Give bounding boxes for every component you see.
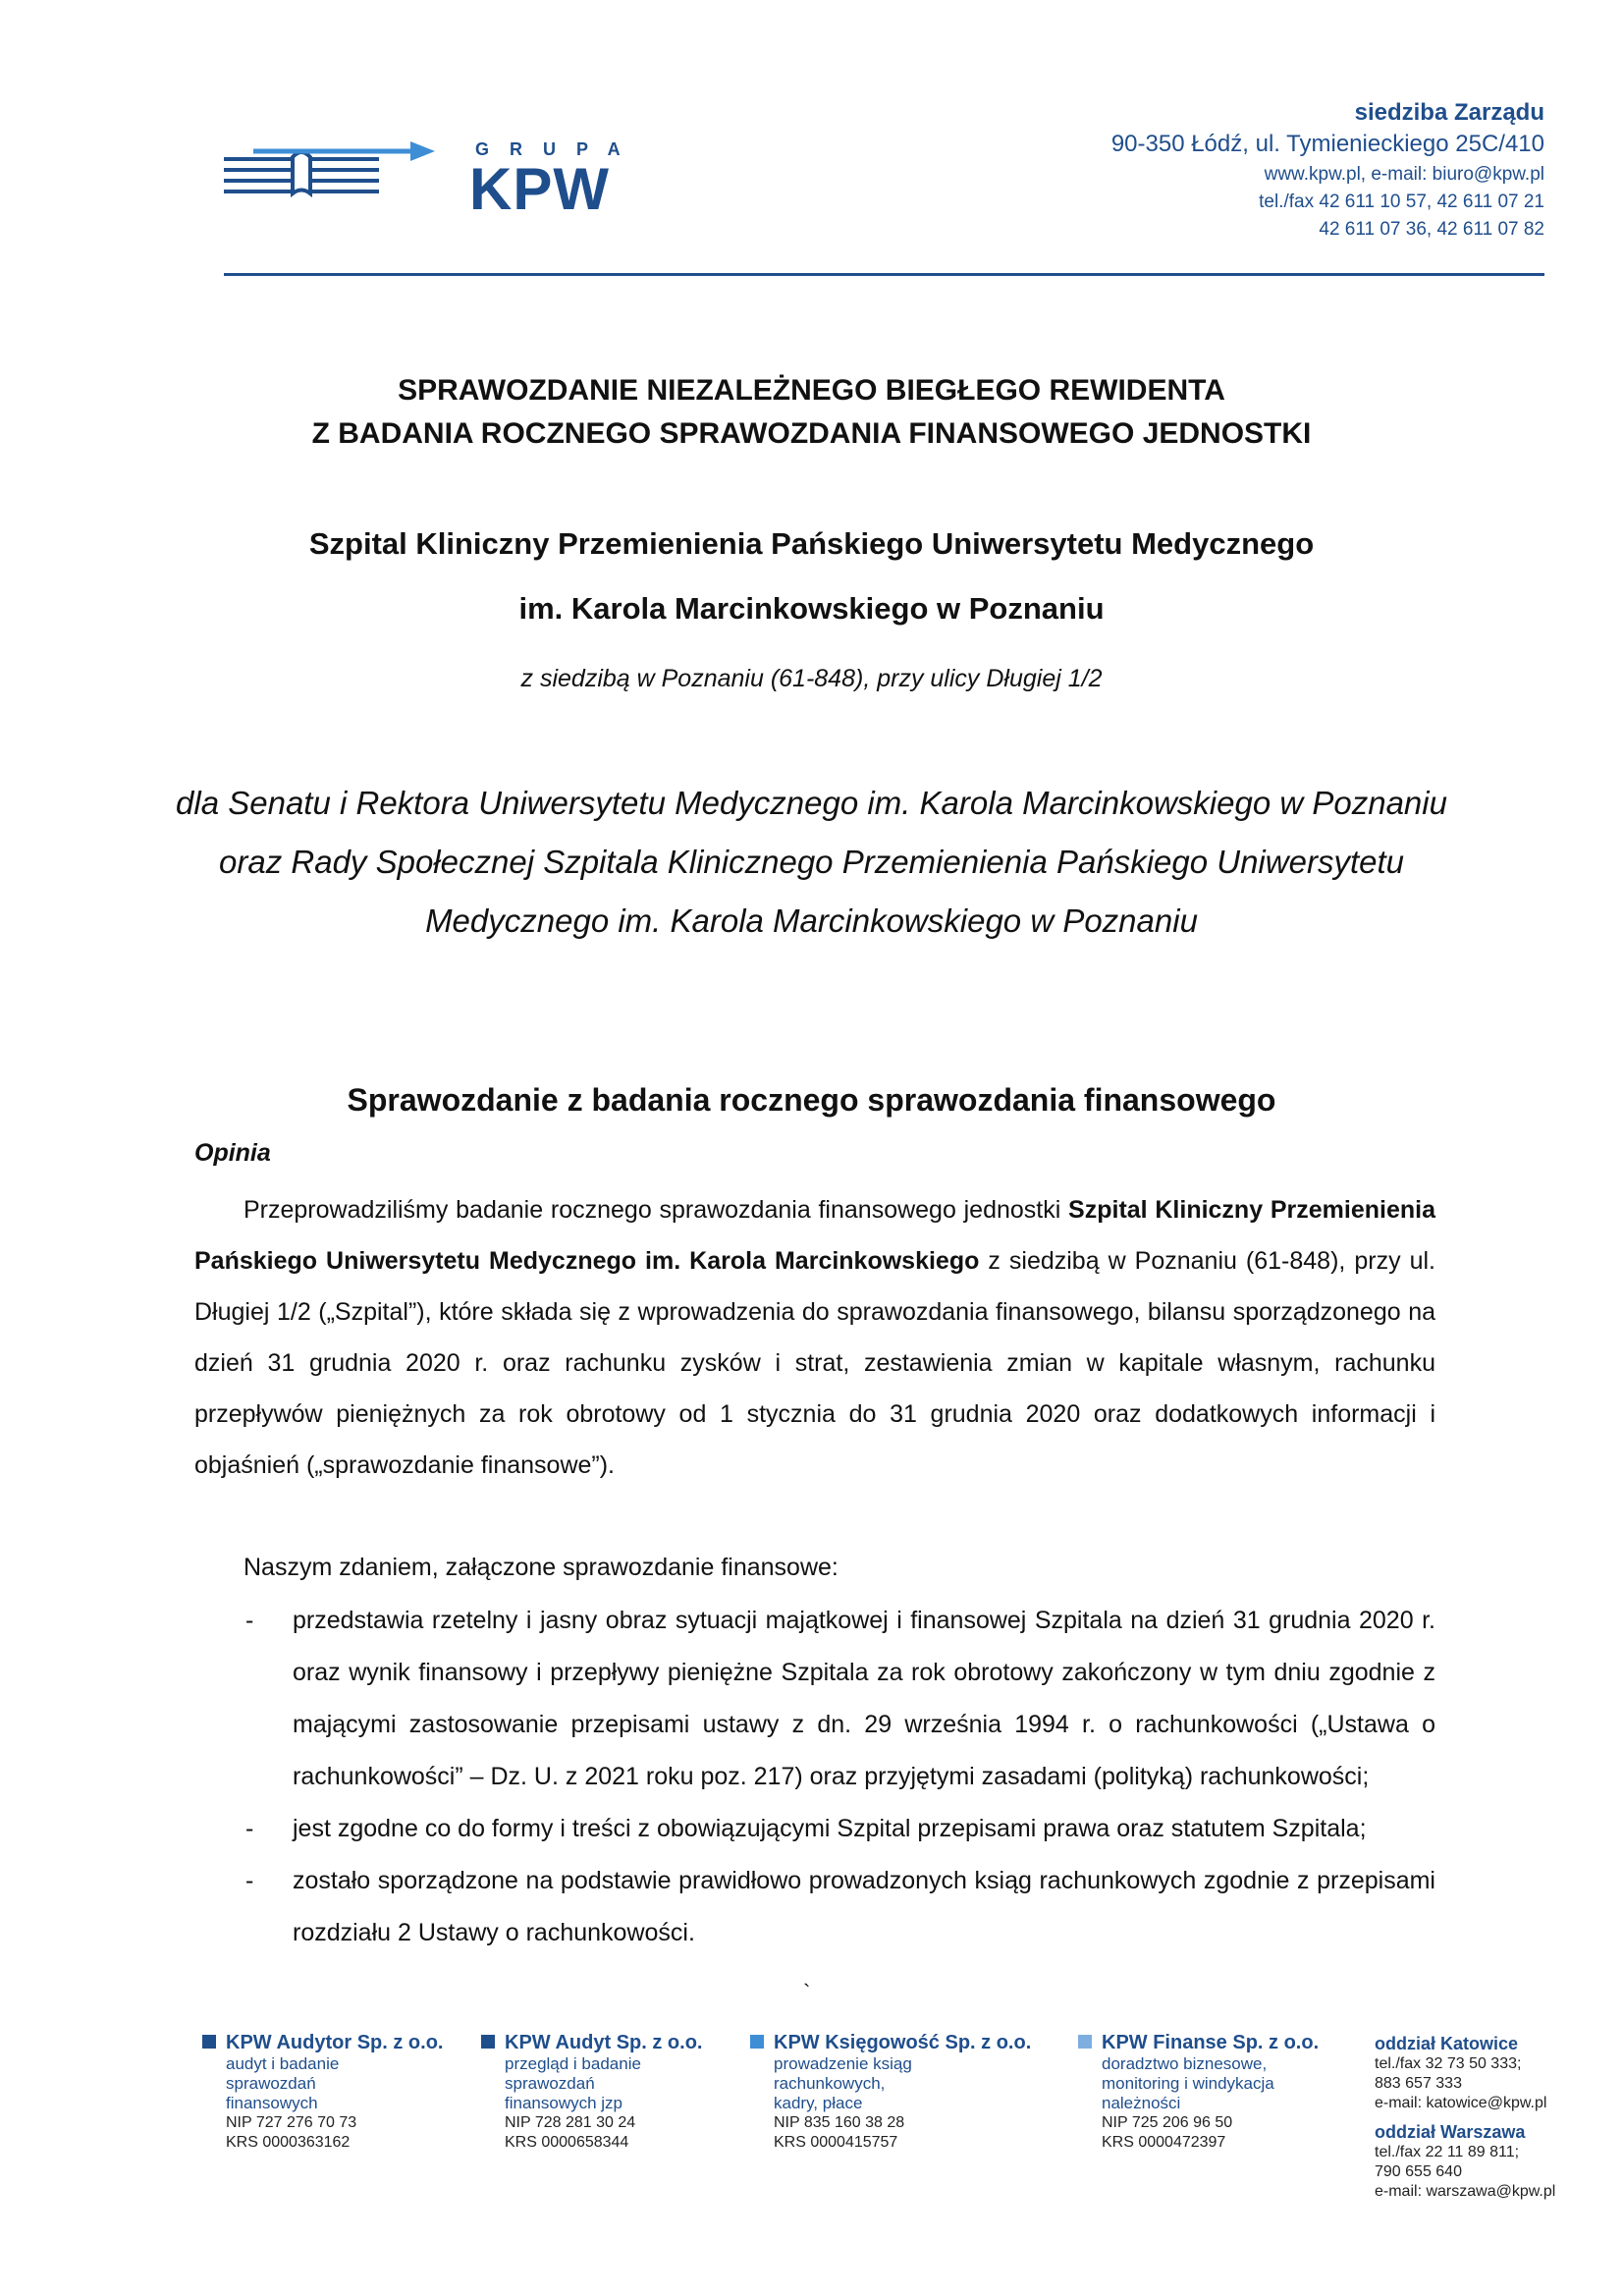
- list-item-text: jest zgodne co do formy i treści z obowiązującymi Szpital przepisami prawa oraz statutem Szpitala;: [293, 1815, 1367, 1842]
- opinion-list: [194, 1595, 1435, 1959]
- company-name: KPW Księgowość Sp. z o.o.: [774, 2032, 1032, 2053]
- entity-name-line-2: im. Karola Marcinkowskiego w Poznaniu: [518, 591, 1105, 626]
- headquarters-contact: [1111, 98, 1544, 244]
- hq-phones-2: 42 611 07 36, 42 611 07 82: [1319, 219, 1544, 240]
- company-desc-line: finansowych jzp: [505, 2094, 623, 2112]
- footer-company-kpw-ksiegowosc: [750, 2031, 1031, 2153]
- list-item-text: przedstawia rzetelny i jasny obraz sytuacji majątkowej i finansowej Szpitala na dzień 31 grudnia 2020 r. oraz wynik finansowy i przepływy pieniężne Szpitala za rok obrotowy zakończony w tym dniu zgodnie z mającymi zastosowanie przepisami ustawy z dn. 29 września 1994 r. o rachunkowości („Ustawa o rachunkowości” – Dz. U. z 2021 roku poz. 217) oraz przyjętymi zasadami (polityką) rachunkowości;: [293, 1607, 1435, 1790]
- company-krs: KRS 0000415757: [774, 2134, 898, 2151]
- branch-email: e-mail: warszawa@kpw.pl: [1375, 2183, 1556, 2200]
- bullet-marker: -: [245, 1867, 254, 1894]
- entity-seat: z siedzibą w Poznaniu (61-848), przy ulicy Długiej 1/2: [520, 665, 1103, 692]
- logo-kpw-text: KPW: [469, 156, 610, 222]
- branch-name: oddział Warszawa: [1375, 2122, 1526, 2142]
- company-nip: NIP 727 276 70 73: [226, 2114, 357, 2131]
- company-desc-line: prowadzenie ksiąg: [774, 2054, 912, 2073]
- square-icon: [202, 2035, 216, 2049]
- addressee-line-1: dla Senatu i Rektora Uniwersytetu Medycznego im. Karola Marcinkowskiego w Poznaniu: [176, 785, 1447, 821]
- company-desc-line: należności: [1102, 2094, 1181, 2112]
- square-icon: [1078, 2035, 1092, 2049]
- hq-address: 90-350 Łódź, ul. Tymienieckiego 25C/410: [1110, 131, 1544, 157]
- report-title-line-1: SPRAWOZDANIE NIEZALEŻNEGO BIEGŁEGO REWIDENTA: [398, 374, 1225, 407]
- company-krs: KRS 0000658344: [505, 2134, 629, 2151]
- company-nip: NIP 835 160 38 28: [774, 2114, 905, 2131]
- hq-web-email: www.kpw.pl, e-mail: biuro@kpw.pl: [1264, 164, 1544, 185]
- company-desc-line: sprawozdań: [226, 2074, 316, 2093]
- company-description: [481, 2054, 702, 2113]
- company-name: KPW Audyt Sp. z o.o.: [505, 2032, 703, 2053]
- footer-branch-warszawa: [1375, 2121, 1555, 2202]
- company-description: [750, 2054, 1031, 2113]
- list-item-text: zostało sporządzone na podstawie prawidłowo prowadzonych ksiąg rachunkowych zgodnie z przepisami rozdziału 2 Ustawy o rachunkowości.: [293, 1867, 1435, 1946]
- bullet-marker: -: [245, 1607, 254, 1634]
- company-nip: NIP 728 281 30 24: [505, 2114, 636, 2131]
- company-desc-line: audyt i badanie: [226, 2054, 340, 2073]
- footer-company-kpw-audyt: [481, 2031, 702, 2153]
- opinion-paragraph: [194, 1184, 1435, 1491]
- company-krs: KRS 0000363162: [226, 2134, 351, 2151]
- addressee-line-3: Medycznego im. Karola Marcinkowskiego w Poznaniu: [425, 902, 1198, 939]
- paragraph-lead: Przeprowadziliśmy badanie rocznego sprawozdania finansowego jednostki: [243, 1196, 1069, 1224]
- report-title: [0, 369, 1623, 456]
- opinion-lead: Naszym zdaniem, załączone sprawozdanie finansowe:: [243, 1554, 839, 1581]
- company-name: KPW Finanse Sp. z o.o.: [1102, 2032, 1320, 2053]
- company-desc-line: finansowych: [226, 2094, 318, 2112]
- company-desc-line: rachunkowych,: [774, 2074, 886, 2093]
- section-title: Sprawozdanie z badania rocznego sprawozdania finansowego: [347, 1082, 1276, 1118]
- company-desc-line: przegląd i badanie: [505, 2054, 641, 2073]
- list-item: [194, 1803, 1435, 1855]
- company-nip: NIP 725 206 96 50: [1102, 2114, 1233, 2131]
- hq-title: siedziba Zarządu: [1354, 99, 1544, 126]
- list-item: [194, 1855, 1435, 1959]
- kpw-logo: [224, 137, 646, 226]
- branch-phone: tel./fax 32 73 50 333;: [1375, 2055, 1522, 2072]
- hq-phones-1: tel./fax 42 611 10 57, 42 611 07 21: [1259, 191, 1544, 212]
- company-desc-line: kadry, płace: [774, 2094, 863, 2112]
- footer-company-kpw-audytor: [202, 2031, 443, 2153]
- addressee-line-2: oraz Rady Społecznej Szpitala Klinicznego Przemienienia Pańskiego Uniwersytetu: [219, 844, 1404, 880]
- company-name: KPW Audytor Sp. z o.o.: [226, 2032, 444, 2053]
- report-title-line-2: Z BADANIA ROCZNEGO SPRAWOZDANIA FINANSOWEGO JEDNOSTKI: [311, 417, 1312, 450]
- square-icon: [750, 2035, 764, 2049]
- opinion-heading: Opinia: [194, 1139, 271, 1167]
- paragraph-rest: z siedzibą w Poznaniu (61-848), przy ul. Długiej 1/2 („Szpital”), które składa się z wprowadzenia do sprawozdania finansowego, bilansu sporządzonego na dzień 31 grudnia 2020 r. oraz rachunku zysków i strat, zestawienia zmian w kapitale własnym, rachunku przepływów pieniężnych za rok obrotowy od 1 stycznia do 31 grudnia 2020 oraz dodatkowych informacji i objaśnień („sprawozdanie finansowe”).: [194, 1247, 1435, 1479]
- bullet-marker: -: [245, 1815, 254, 1842]
- footer-company-kpw-finanse: [1078, 2031, 1319, 2153]
- paragraph-entity-name: Szpital Kliniczny Przemienienia Pańskiego Uniwersytetu Medycznego im. Karola Marcinkowskiego: [194, 1196, 1435, 1275]
- company-description: [1078, 2054, 1319, 2113]
- branch-name: oddział Katowice: [1375, 2034, 1519, 2053]
- book-arrow-icon: [224, 137, 450, 206]
- square-icon: [481, 2035, 495, 2049]
- header-divider: [224, 273, 1544, 276]
- branch-email: e-mail: katowice@kpw.pl: [1375, 2095, 1547, 2111]
- company-krs: KRS 0000472397: [1102, 2134, 1226, 2151]
- branch-phone: tel./fax 22 11 89 811;: [1375, 2144, 1520, 2160]
- logo-grupa-text: GRUPA: [475, 139, 641, 159]
- branch-mobile: 790 655 640: [1375, 2163, 1462, 2180]
- company-desc-line: doradztwo biznesowe,: [1102, 2054, 1268, 2073]
- company-desc-line: monitoring i windykacja: [1102, 2074, 1274, 2093]
- list-item: [194, 1595, 1435, 1803]
- company-desc-line: sprawozdań: [505, 2074, 595, 2093]
- branch-mobile: 883 657 333: [1375, 2075, 1462, 2092]
- stray-mark: `: [803, 1980, 811, 2004]
- company-description: [202, 2054, 443, 2113]
- entity-name-line-1: Szpital Kliniczny Przemienienia Pańskiego Uniwersytetu Medycznego: [308, 526, 1315, 561]
- footer-branch-katowice: [1375, 2033, 1546, 2113]
